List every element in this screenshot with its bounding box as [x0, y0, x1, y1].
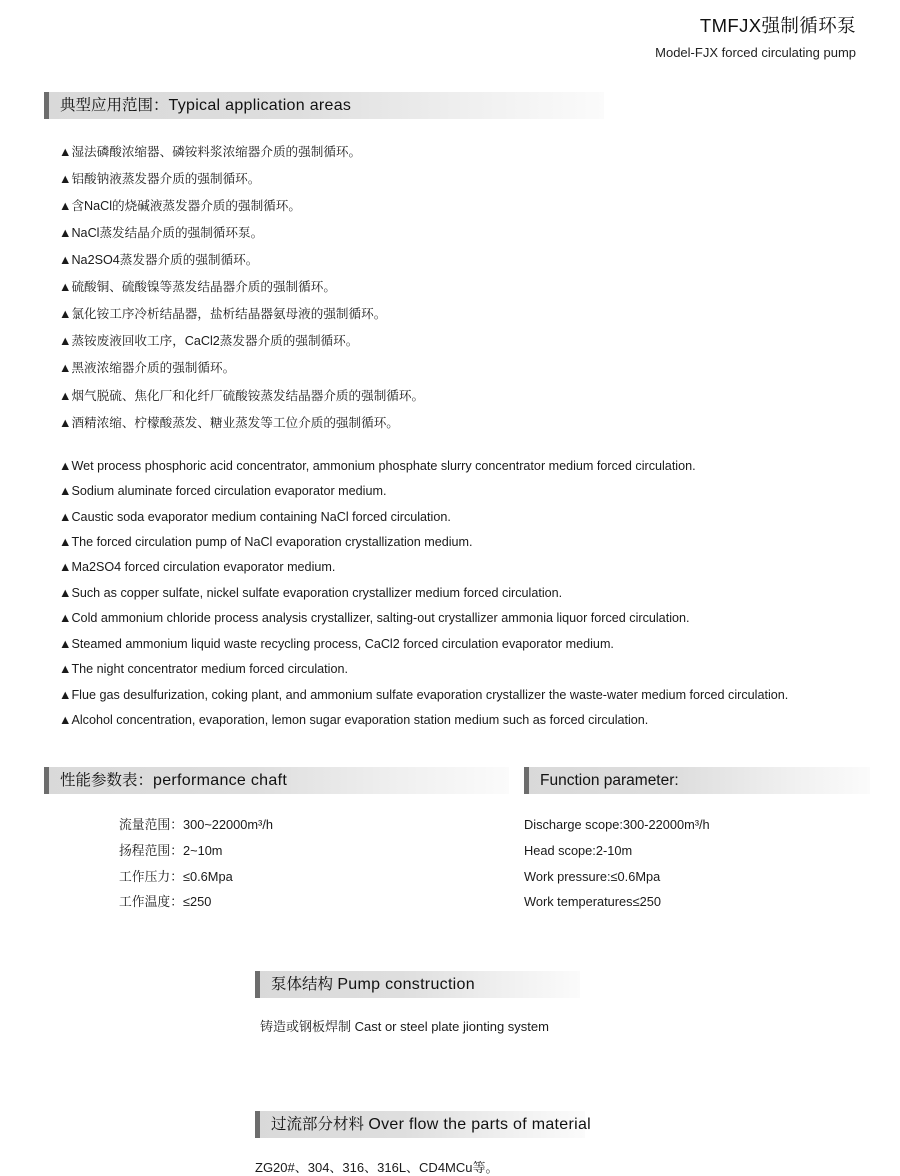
material-banner	[255, 1111, 900, 1138]
banner-label-cn: 典型应用范围：	[60, 96, 169, 114]
list-item: ▲Cold ammonium chloride process analysis crystallizer, salting-out crystallizer ammonia liquor forced circulation.	[59, 611, 690, 626]
page-subtitle: Model-FJX forced circulating pump	[655, 44, 856, 60]
performance-rows	[44, 812, 524, 914]
banner-label-cn: 性能参数表：	[60, 772, 154, 790]
function-column	[524, 767, 870, 914]
banner-label	[255, 1111, 591, 1138]
banner-label-en: Pump construction	[337, 975, 475, 993]
function-banner	[524, 767, 870, 794]
pump-construction-section	[0, 971, 900, 1035]
list-item: ▲The forced circulation pump of NaCl evaporation crystallization medium.	[59, 534, 473, 549]
banner-label	[44, 92, 351, 119]
list-item: ▲The night concentrator medium forced circulation.	[59, 662, 348, 677]
application-list-en	[44, 454, 870, 734]
banner-label	[255, 971, 475, 998]
application-section	[0, 92, 900, 734]
list-item: ▲蒸铵废液回收工序，CaCl2蒸发器介质的强制循环。	[59, 334, 359, 349]
list-item: ▲黑液浓缩器介质的强制循环。	[59, 361, 236, 376]
param-row: Work temperatures≤250	[524, 894, 661, 910]
param-row: 流量范围：300~22000m³/h	[119, 817, 273, 833]
param-row: 工作温度：≤250	[119, 894, 212, 910]
pump-banner	[255, 971, 900, 998]
material-text: ZG20#、304、316、316L、CD4MCu等。	[255, 1159, 499, 1175]
list-item: ▲Wet process phosphoric acid concentrator, ammonium phosphate slurry concentrator medium forced circulation.	[59, 458, 696, 473]
pump-construction-text: 铸造或钢板焊制 Cast or steel plate jionting system	[260, 1018, 549, 1034]
banner-label-en: performance chaft	[153, 772, 288, 790]
banner-label: Function parameter:	[540, 772, 679, 790]
list-item: ▲Na2SO4蒸发器介质的强制循环。	[59, 253, 259, 268]
list-item: ▲Alcohol concentration, evaporation, lemon sugar evaporation station medium such as forced circulation.	[59, 713, 649, 727]
performance-column	[44, 767, 524, 914]
application-banner	[44, 92, 604, 119]
list-item: ▲Sodium aluminate forced circulation evaporator medium.	[59, 484, 387, 499]
list-item: ▲Caustic soda evaporator medium containing NaCl forced circulation.	[59, 509, 451, 524]
banner-label-cn: 泵体结构	[271, 975, 334, 993]
list-item: ▲Ma2SO4 forced circulation evaporator medium.	[59, 560, 336, 575]
list-item: ▲硫酸铜、硫酸镍等蒸发结晶器介质的强制循环。	[59, 280, 336, 295]
performance-banner	[44, 767, 524, 794]
banner-label-cn: 过流部分材料	[271, 1115, 365, 1133]
banner-label-en: Over flow the parts of material	[368, 1115, 592, 1133]
list-item: ▲NaCl蒸发结晶介质的强制循环泵。	[59, 226, 264, 241]
page-title: TMFJX强制循环泵	[699, 15, 856, 36]
param-row: 扬程范围：2~10m	[119, 843, 223, 859]
list-item: ▲氯化铵工序冷析结晶器，盐析结晶器氨母液的强制循环。	[59, 307, 387, 322]
function-rows	[524, 812, 870, 914]
banner-label-en: Typical application areas	[168, 96, 352, 114]
param-row: Work pressure:≤0.6Mpa	[524, 868, 661, 884]
list-item: ▲烟气脱硫、焦化厂和化纤厂硫酸铵蒸发结晶器介质的强制循环。	[59, 388, 425, 403]
list-item: ▲Steamed ammonium liquid waste recycling process, CaCl2 forced circulation evaporator medium.	[59, 636, 614, 651]
material-section	[0, 1111, 900, 1176]
param-row: 工作压力：≤0.6Mpa	[119, 868, 233, 884]
list-item: ▲Such as copper sulfate, nickel sulfate evaporation crystallizer medium forced circulation.	[59, 585, 563, 600]
list-item: ▲湿法磷酸浓缩器、磷铵料浆浓缩器介质的强制循环。	[59, 144, 362, 159]
param-row: Head scope:2-10m	[524, 843, 633, 859]
list-item: ▲酒精浓缩、柠檬酸蒸发、糖业蒸发等工位介质的强制循环。	[59, 415, 399, 430]
param-row: Discharge scope:300-22000m³/h	[524, 817, 710, 833]
application-list-cn	[44, 139, 870, 437]
list-item: ▲铝酸钠液蒸发器介质的强制循环。	[59, 172, 261, 186]
list-item: ▲含NaCl的烧碱液蒸发器介质的强制循环。	[59, 199, 301, 214]
page-header	[0, 0, 900, 62]
list-item: ▲Flue gas desulfurization, coking plant, and ammonium sulfate evaporation crystallizer the waste-water medium forced circulation.	[59, 687, 789, 702]
parameter-section	[0, 767, 900, 914]
banner-label	[44, 767, 287, 794]
